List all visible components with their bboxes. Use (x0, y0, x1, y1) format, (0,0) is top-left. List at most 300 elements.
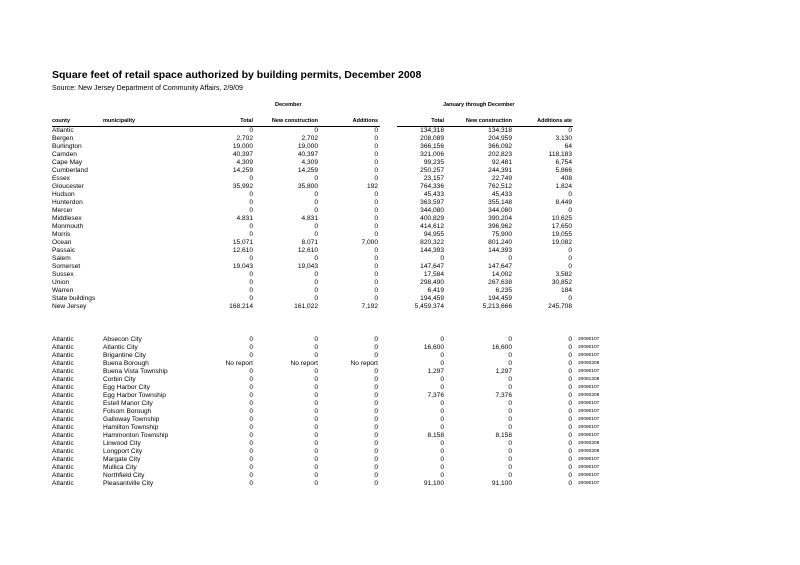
report-title: Square feet of retail space authorized by building permits, December 2008 (52, 69, 422, 81)
county-summary-row (0, 247, 800, 255)
ytd-additions-cell: 0 (568, 127, 572, 134)
december-additions-cell: 0 (374, 455, 378, 463)
december-new-construction-cell: 4,831 (301, 215, 318, 222)
report-date-cell: 20090107 (578, 344, 600, 350)
ytd-new-construction-cell: 1,297 (495, 367, 512, 375)
december-new-construction-cell: 0 (314, 335, 318, 343)
municipality-row (0, 464, 800, 472)
municipality-cell: Folsom Borough (103, 407, 152, 415)
december-new-construction-cell: 0 (314, 175, 318, 182)
december-new-construction-cell: 0 (314, 367, 318, 375)
december-additions-cell: 0 (374, 231, 378, 238)
column-header-county: county (52, 118, 71, 124)
december-additions-cell: 0 (374, 343, 378, 351)
december-total-cell: 19,000 (232, 143, 253, 150)
december-new-construction-cell: 40,397 (297, 151, 318, 158)
ytd-total-cell: 0 (440, 415, 444, 423)
december-additions-cell: 0 (374, 463, 378, 471)
county-cell: Atlantic (52, 391, 74, 399)
ytd-additions-cell: 30,852 (551, 279, 572, 286)
report-date-cell: 20090107 (578, 456, 600, 462)
ytd-additions-cell: 5,866 (555, 167, 572, 174)
municipality-cell: Absecon City (103, 335, 142, 343)
ytd-additions-cell: 6,754 (555, 159, 572, 166)
ytd-new-construction-cell: 0 (508, 439, 512, 447)
municipality-row (0, 456, 800, 464)
ytd-total-cell: 5,459,374 (414, 303, 444, 310)
ytd-new-construction-cell: 14,002 (491, 271, 512, 278)
county-cell: Camden (52, 151, 77, 158)
source-line: Source: New Jersey Department of Community Affairs, 2/9/09 (52, 85, 243, 92)
column-header-december-additions: Additions (352, 118, 378, 124)
ytd-additions-cell: 3,582 (555, 271, 572, 278)
county-cell: Passaic (52, 247, 76, 254)
december-new-construction-cell: 35,800 (297, 183, 318, 190)
ytd-total-cell: 0 (440, 375, 444, 383)
december-new-construction-cell: 0 (314, 271, 318, 278)
ytd-additions-cell: 0 (568, 343, 572, 351)
december-additions-cell: 0 (374, 247, 378, 254)
december-new-construction-cell: 0 (314, 463, 318, 471)
ytd-total-cell: 0 (440, 383, 444, 391)
december-new-construction-cell: 0 (314, 231, 318, 238)
ytd-total-cell: 7,376 (427, 391, 444, 399)
december-additions-cell: 0 (374, 391, 378, 399)
county-cell: Atlantic (52, 455, 74, 463)
ytd-total-cell: 23,157 (423, 175, 444, 182)
ytd-additions-cell: 0 (568, 335, 572, 343)
december-new-construction-cell: 0 (314, 447, 318, 455)
municipality-cell: Buena Borough (103, 359, 149, 367)
ytd-total-cell: 8,158 (427, 431, 444, 439)
group-header-ytd: January through December (443, 102, 515, 108)
municipality-row (0, 408, 800, 416)
december-additions-cell: 0 (374, 423, 378, 431)
ytd-new-construction-cell: 0 (508, 455, 512, 463)
ytd-additions-cell: 0 (568, 431, 572, 439)
december-total-cell: 0 (249, 423, 253, 431)
county-cell: Atlantic (52, 423, 74, 431)
ytd-new-construction-cell: 0 (508, 415, 512, 423)
ytd-additions-cell: 0 (568, 399, 572, 407)
ytd-additions-cell: 408 (560, 175, 572, 182)
county-cell: Essex (52, 175, 70, 182)
ytd-total-cell: 764,336 (420, 183, 444, 190)
december-additions-cell: 0 (374, 351, 378, 359)
ytd-additions-cell: 17,650 (551, 223, 572, 230)
report-date-cell: 20090107 (578, 432, 600, 438)
county-summary-row (0, 167, 800, 175)
county-cell: Bergen (52, 135, 74, 142)
ytd-total-cell: 0 (440, 351, 444, 359)
ytd-new-construction-cell: 45,433 (491, 191, 512, 198)
ytd-total-cell: 144,393 (420, 247, 444, 254)
december-new-construction-cell: 0 (314, 375, 318, 383)
county-cell: Hunterdon (52, 199, 83, 206)
county-cell: Atlantic (52, 431, 74, 439)
municipality-row (0, 472, 800, 480)
county-summary-row (0, 127, 800, 135)
county-cell: Atlantic (52, 447, 74, 455)
december-total-cell: 0 (249, 367, 253, 375)
report-date-cell: 20090209 (578, 448, 600, 454)
december-total-cell: 15,071 (232, 239, 253, 246)
ytd-total-cell: 134,318 (420, 127, 444, 134)
december-total-cell: 0 (249, 391, 253, 399)
report-date-cell: 20090209 (578, 392, 600, 398)
ytd-additions-cell: 0 (568, 375, 572, 383)
ytd-new-construction-cell: 147,647 (488, 263, 512, 270)
ytd-total-cell: 250,257 (420, 167, 444, 174)
group-header-december: December (275, 102, 302, 108)
december-additions-cell: 0 (374, 175, 378, 182)
county-cell: Sussex (52, 271, 74, 278)
municipality-row (0, 360, 800, 368)
ytd-additions-cell: 118,183 (548, 151, 572, 158)
county-summary-row (0, 295, 800, 303)
county-cell: Atlantic (52, 359, 74, 367)
ytd-total-cell: 820,322 (420, 239, 444, 246)
december-total-cell: 168,214 (229, 303, 253, 310)
county-cell: New Jersey (52, 303, 87, 310)
december-total-cell: 0 (249, 383, 253, 391)
december-additions-cell: 0 (374, 335, 378, 343)
december-total-cell: 4,831 (236, 215, 253, 222)
county-summary-row (0, 279, 800, 287)
ytd-new-construction-cell: 5,213,666 (482, 303, 512, 310)
column-header-december-total: Total (240, 118, 253, 124)
county-summary-row (0, 159, 800, 167)
ytd-new-construction-cell: 0 (508, 351, 512, 359)
december-total-cell: 35,992 (232, 183, 253, 190)
municipality-row (0, 424, 800, 432)
december-total-cell: 0 (249, 207, 253, 214)
report-date-cell: 20090107 (578, 400, 600, 406)
ytd-additions-cell: 1,824 (555, 183, 572, 190)
december-total-cell: 2,702 (236, 135, 253, 142)
ytd-additions-cell: 0 (568, 191, 572, 198)
december-new-construction-cell: 8,071 (301, 239, 318, 246)
municipality-cell: Estell Manor City (103, 399, 153, 407)
county-cell: Atlantic (52, 343, 74, 351)
municipality-cell: Buena Vista Township (103, 367, 168, 375)
december-new-construction-cell: 0 (314, 407, 318, 415)
county-cell: Union (52, 279, 70, 286)
ytd-additions-cell: 0 (568, 415, 572, 423)
municipality-cell: Mullica City (103, 463, 137, 471)
december-new-construction-cell: 0 (314, 455, 318, 463)
december-new-construction-cell: 0 (314, 223, 318, 230)
ytd-new-construction-cell: 0 (508, 447, 512, 455)
column-header-municipality: municipality (103, 118, 136, 124)
ytd-additions-cell: 0 (568, 479, 572, 487)
december-additions-cell: No report (350, 359, 378, 367)
municipality-row (0, 480, 800, 488)
ytd-additions-cell: 245,708 (548, 303, 572, 310)
december-total-cell: 0 (249, 279, 253, 286)
december-new-construction-cell: 12,610 (297, 247, 318, 254)
municipality-cell: Atlantic City (103, 343, 138, 351)
municipality-row (0, 384, 800, 392)
ytd-total-cell: 321,006 (420, 151, 444, 158)
ytd-new-construction-cell: 366,092 (488, 143, 512, 150)
ytd-total-cell: 99,235 (423, 159, 444, 166)
county-cell: Atlantic (52, 383, 74, 391)
ytd-additions-cell: 0 (568, 447, 572, 455)
column-header-ytd-new-construction: New construction (465, 118, 512, 124)
december-additions-cell: 0 (374, 471, 378, 479)
ytd-additions-cell: 0 (568, 463, 572, 471)
municipality-row (0, 448, 800, 456)
ytd-new-construction-cell: 204,959 (488, 135, 512, 142)
december-new-construction-cell: 0 (314, 199, 318, 206)
december-additions-cell: 0 (374, 287, 378, 294)
december-new-construction-cell: 0 (314, 207, 318, 214)
december-additions-cell: 0 (374, 447, 378, 455)
december-total-cell: 0 (249, 223, 253, 230)
county-summary-row (0, 231, 800, 239)
december-new-construction-cell: No report (290, 359, 318, 367)
ytd-additions-cell: 0 (568, 471, 572, 479)
december-new-construction-cell: 0 (314, 383, 318, 391)
december-additions-cell: 0 (374, 375, 378, 383)
december-total-cell: 0 (249, 479, 253, 487)
december-additions-cell: 0 (374, 151, 378, 158)
municipality-cell: Margate City (103, 455, 141, 463)
ytd-total-cell: 0 (440, 463, 444, 471)
december-new-construction-cell: 2,702 (301, 135, 318, 142)
municipality-cell: Brigantine City (103, 351, 146, 359)
ytd-total-cell: 16,600 (423, 343, 444, 351)
december-additions-cell: 0 (374, 159, 378, 166)
county-cell: Atlantic (52, 415, 74, 423)
county-summary-row (0, 263, 800, 271)
county-summary-row (0, 239, 800, 247)
municipality-row (0, 336, 800, 344)
december-total-cell: No report (225, 359, 253, 367)
ytd-new-construction-cell: 344,080 (488, 207, 512, 214)
municipality-row (0, 344, 800, 352)
december-additions-cell: 7,000 (361, 239, 378, 246)
december-total-cell: 0 (249, 287, 253, 294)
december-additions-cell: 0 (374, 367, 378, 375)
county-cell: Atlantic (52, 439, 74, 447)
municipality-row (0, 392, 800, 400)
ytd-new-construction-cell: 144,393 (488, 247, 512, 254)
december-new-construction-cell: 14,259 (297, 167, 318, 174)
december-total-cell: 0 (249, 351, 253, 359)
ytd-new-construction-cell: 267,638 (488, 279, 512, 286)
county-cell: Atlantic (52, 407, 74, 415)
ytd-new-construction-cell: 202,823 (488, 151, 512, 158)
report-date-cell: 20090107 (578, 352, 600, 358)
december-additions-cell: 0 (374, 263, 378, 270)
ytd-total-cell: 0 (440, 407, 444, 415)
ytd-new-construction-cell: 355,148 (488, 199, 512, 206)
county-cell: Cumberland (52, 167, 88, 174)
december-new-construction-cell: 0 (314, 479, 318, 487)
report-date-cell: 20090209 (578, 360, 600, 366)
december-new-construction-cell: 0 (314, 351, 318, 359)
ytd-total-cell: 0 (440, 399, 444, 407)
county-cell: Monmouth (52, 223, 84, 230)
county-cell: Atlantic (52, 471, 74, 479)
ytd-total-cell: 147,647 (420, 263, 444, 270)
december-total-cell: 0 (249, 343, 253, 351)
ytd-additions-cell: 0 (568, 455, 572, 463)
county-cell: Mercer (52, 207, 73, 214)
december-additions-cell: 192 (366, 183, 378, 190)
county-cell: Atlantic (52, 127, 74, 134)
december-additions-cell: 0 (374, 167, 378, 174)
ytd-additions-cell: 0 (568, 367, 572, 375)
county-cell: Atlantic (52, 335, 74, 343)
county-cell: State buildings (52, 295, 96, 302)
ytd-new-construction-cell: 0 (508, 383, 512, 391)
county-cell: Atlantic (52, 479, 74, 487)
column-header-ytd-additions: Additions ate (537, 118, 572, 124)
ytd-new-construction-cell: 194,459 (488, 295, 512, 302)
county-cell: Atlantic (52, 367, 74, 375)
december-new-construction-cell: 0 (314, 423, 318, 431)
ytd-additions-cell: 0 (568, 359, 572, 367)
december-additions-cell: 0 (374, 127, 378, 134)
december-total-cell: 0 (249, 455, 253, 463)
county-summary-row (0, 271, 800, 279)
ytd-total-cell: 0 (440, 335, 444, 343)
december-total-cell: 0 (249, 191, 253, 198)
municipality-cell: Hammonton Township (103, 431, 169, 439)
report-date-cell: 20090107 (578, 384, 600, 390)
county-cell: Middlesex (52, 215, 82, 222)
county-cell: Warren (52, 287, 74, 294)
ytd-new-construction-cell: 75,900 (491, 231, 512, 238)
municipality-row (0, 440, 800, 448)
december-total-cell: 0 (249, 399, 253, 407)
december-total-cell: 0 (249, 231, 253, 238)
ytd-new-construction-cell: 0 (508, 359, 512, 367)
municipality-row (0, 400, 800, 408)
december-new-construction-cell: 0 (314, 439, 318, 447)
report-date-cell: 20090107 (578, 480, 600, 486)
county-summary-row (0, 303, 800, 311)
december-new-construction-cell: 0 (314, 279, 318, 286)
ytd-additions-cell: 0 (568, 207, 572, 214)
county-cell: Cape May (52, 159, 83, 166)
december-new-construction-cell: 19,000 (297, 143, 318, 150)
ytd-new-construction-cell: 244,391 (488, 167, 512, 174)
december-total-cell: 12,610 (232, 247, 253, 254)
ytd-additions-cell: 0 (568, 383, 572, 391)
ytd-total-cell: 45,433 (423, 191, 444, 198)
december-additions-cell: 0 (374, 439, 378, 447)
county-cell: Hudson (52, 191, 75, 198)
report-date-cell: 20090107 (578, 472, 600, 478)
ytd-additions-cell: 0 (568, 255, 572, 262)
december-total-cell: 40,397 (232, 151, 253, 158)
ytd-total-cell: 344,080 (420, 207, 444, 214)
december-total-cell: 0 (249, 295, 253, 302)
december-new-construction-cell: 19,043 (297, 263, 318, 270)
december-additions-cell: 0 (374, 271, 378, 278)
ytd-additions-cell: 0 (568, 423, 572, 431)
december-new-construction-cell: 161,022 (294, 303, 318, 310)
report-date-cell: 20090107 (578, 336, 600, 342)
ytd-total-cell: 6,419 (427, 287, 444, 294)
report-date-cell: 20081208 (578, 376, 600, 382)
ytd-additions-cell: 0 (568, 295, 572, 302)
municipality-row (0, 432, 800, 440)
county-summary-row (0, 183, 800, 191)
ytd-additions-cell: 0 (568, 351, 572, 359)
municipality-cell: Egg Harbor City (103, 383, 150, 391)
municipality-cell: Galloway Township (103, 415, 160, 423)
december-total-cell: 0 (249, 471, 253, 479)
municipality-cell: Longport City (103, 447, 143, 455)
december-additions-cell: 0 (374, 479, 378, 487)
municipality-row (0, 352, 800, 360)
ytd-new-construction-cell: 7,376 (495, 391, 512, 399)
municipality-cell: Corbin City (103, 375, 136, 383)
report-date-cell: 20090209 (578, 440, 600, 446)
december-additions-cell: 7,192 (361, 303, 378, 310)
ytd-total-cell: 0 (440, 439, 444, 447)
ytd-new-construction-cell: 0 (508, 375, 512, 383)
ytd-total-cell: 298,490 (420, 279, 444, 286)
december-new-construction-cell: 0 (314, 391, 318, 399)
ytd-new-construction-cell: 91,100 (491, 479, 512, 487)
ytd-additions-cell: 0 (568, 391, 572, 399)
december-total-cell: 0 (249, 335, 253, 343)
december-additions-cell: 0 (374, 255, 378, 262)
ytd-new-construction-cell: 0 (508, 255, 512, 262)
county-summary-row (0, 215, 800, 223)
county-cell: Ocean (52, 239, 72, 246)
municipality-cell: Northfield City (103, 471, 145, 479)
municipality-row (0, 376, 800, 384)
ytd-total-cell: 363,597 (420, 199, 444, 206)
report-date-cell: 20090107 (578, 464, 600, 470)
county-cell: Atlantic (52, 375, 74, 383)
ytd-additions-cell: 8,449 (555, 199, 572, 206)
december-new-construction-cell: 4,309 (301, 159, 318, 166)
ytd-additions-cell: 0 (568, 263, 572, 270)
ytd-total-cell: 0 (440, 455, 444, 463)
report-date-cell: 20090107 (578, 416, 600, 422)
december-new-construction-cell: 0 (314, 287, 318, 294)
ytd-new-construction-cell: 0 (508, 335, 512, 343)
municipality-cell: Pleasantville City (103, 479, 154, 487)
ytd-additions-cell: 19,082 (551, 239, 572, 246)
ytd-new-construction-cell: 8,158 (495, 431, 512, 439)
december-total-cell: 4,309 (236, 159, 253, 166)
december-additions-cell: 0 (374, 279, 378, 286)
county-summary-row (0, 135, 800, 143)
county-summary-row (0, 151, 800, 159)
ytd-new-construction-cell: 396,962 (488, 223, 512, 230)
december-total-cell: 0 (249, 447, 253, 455)
december-additions-cell: 0 (374, 135, 378, 142)
ytd-total-cell: 366,156 (420, 143, 444, 150)
december-total-cell: 0 (249, 199, 253, 206)
december-new-construction-cell: 0 (314, 399, 318, 407)
column-header-ytd-total: Total (431, 118, 444, 124)
december-additions-cell: 0 (374, 191, 378, 198)
december-additions-cell: 0 (374, 407, 378, 415)
county-summary-row (0, 255, 800, 263)
ytd-new-construction-cell: 92,481 (491, 159, 512, 166)
county-summary-row (0, 175, 800, 183)
